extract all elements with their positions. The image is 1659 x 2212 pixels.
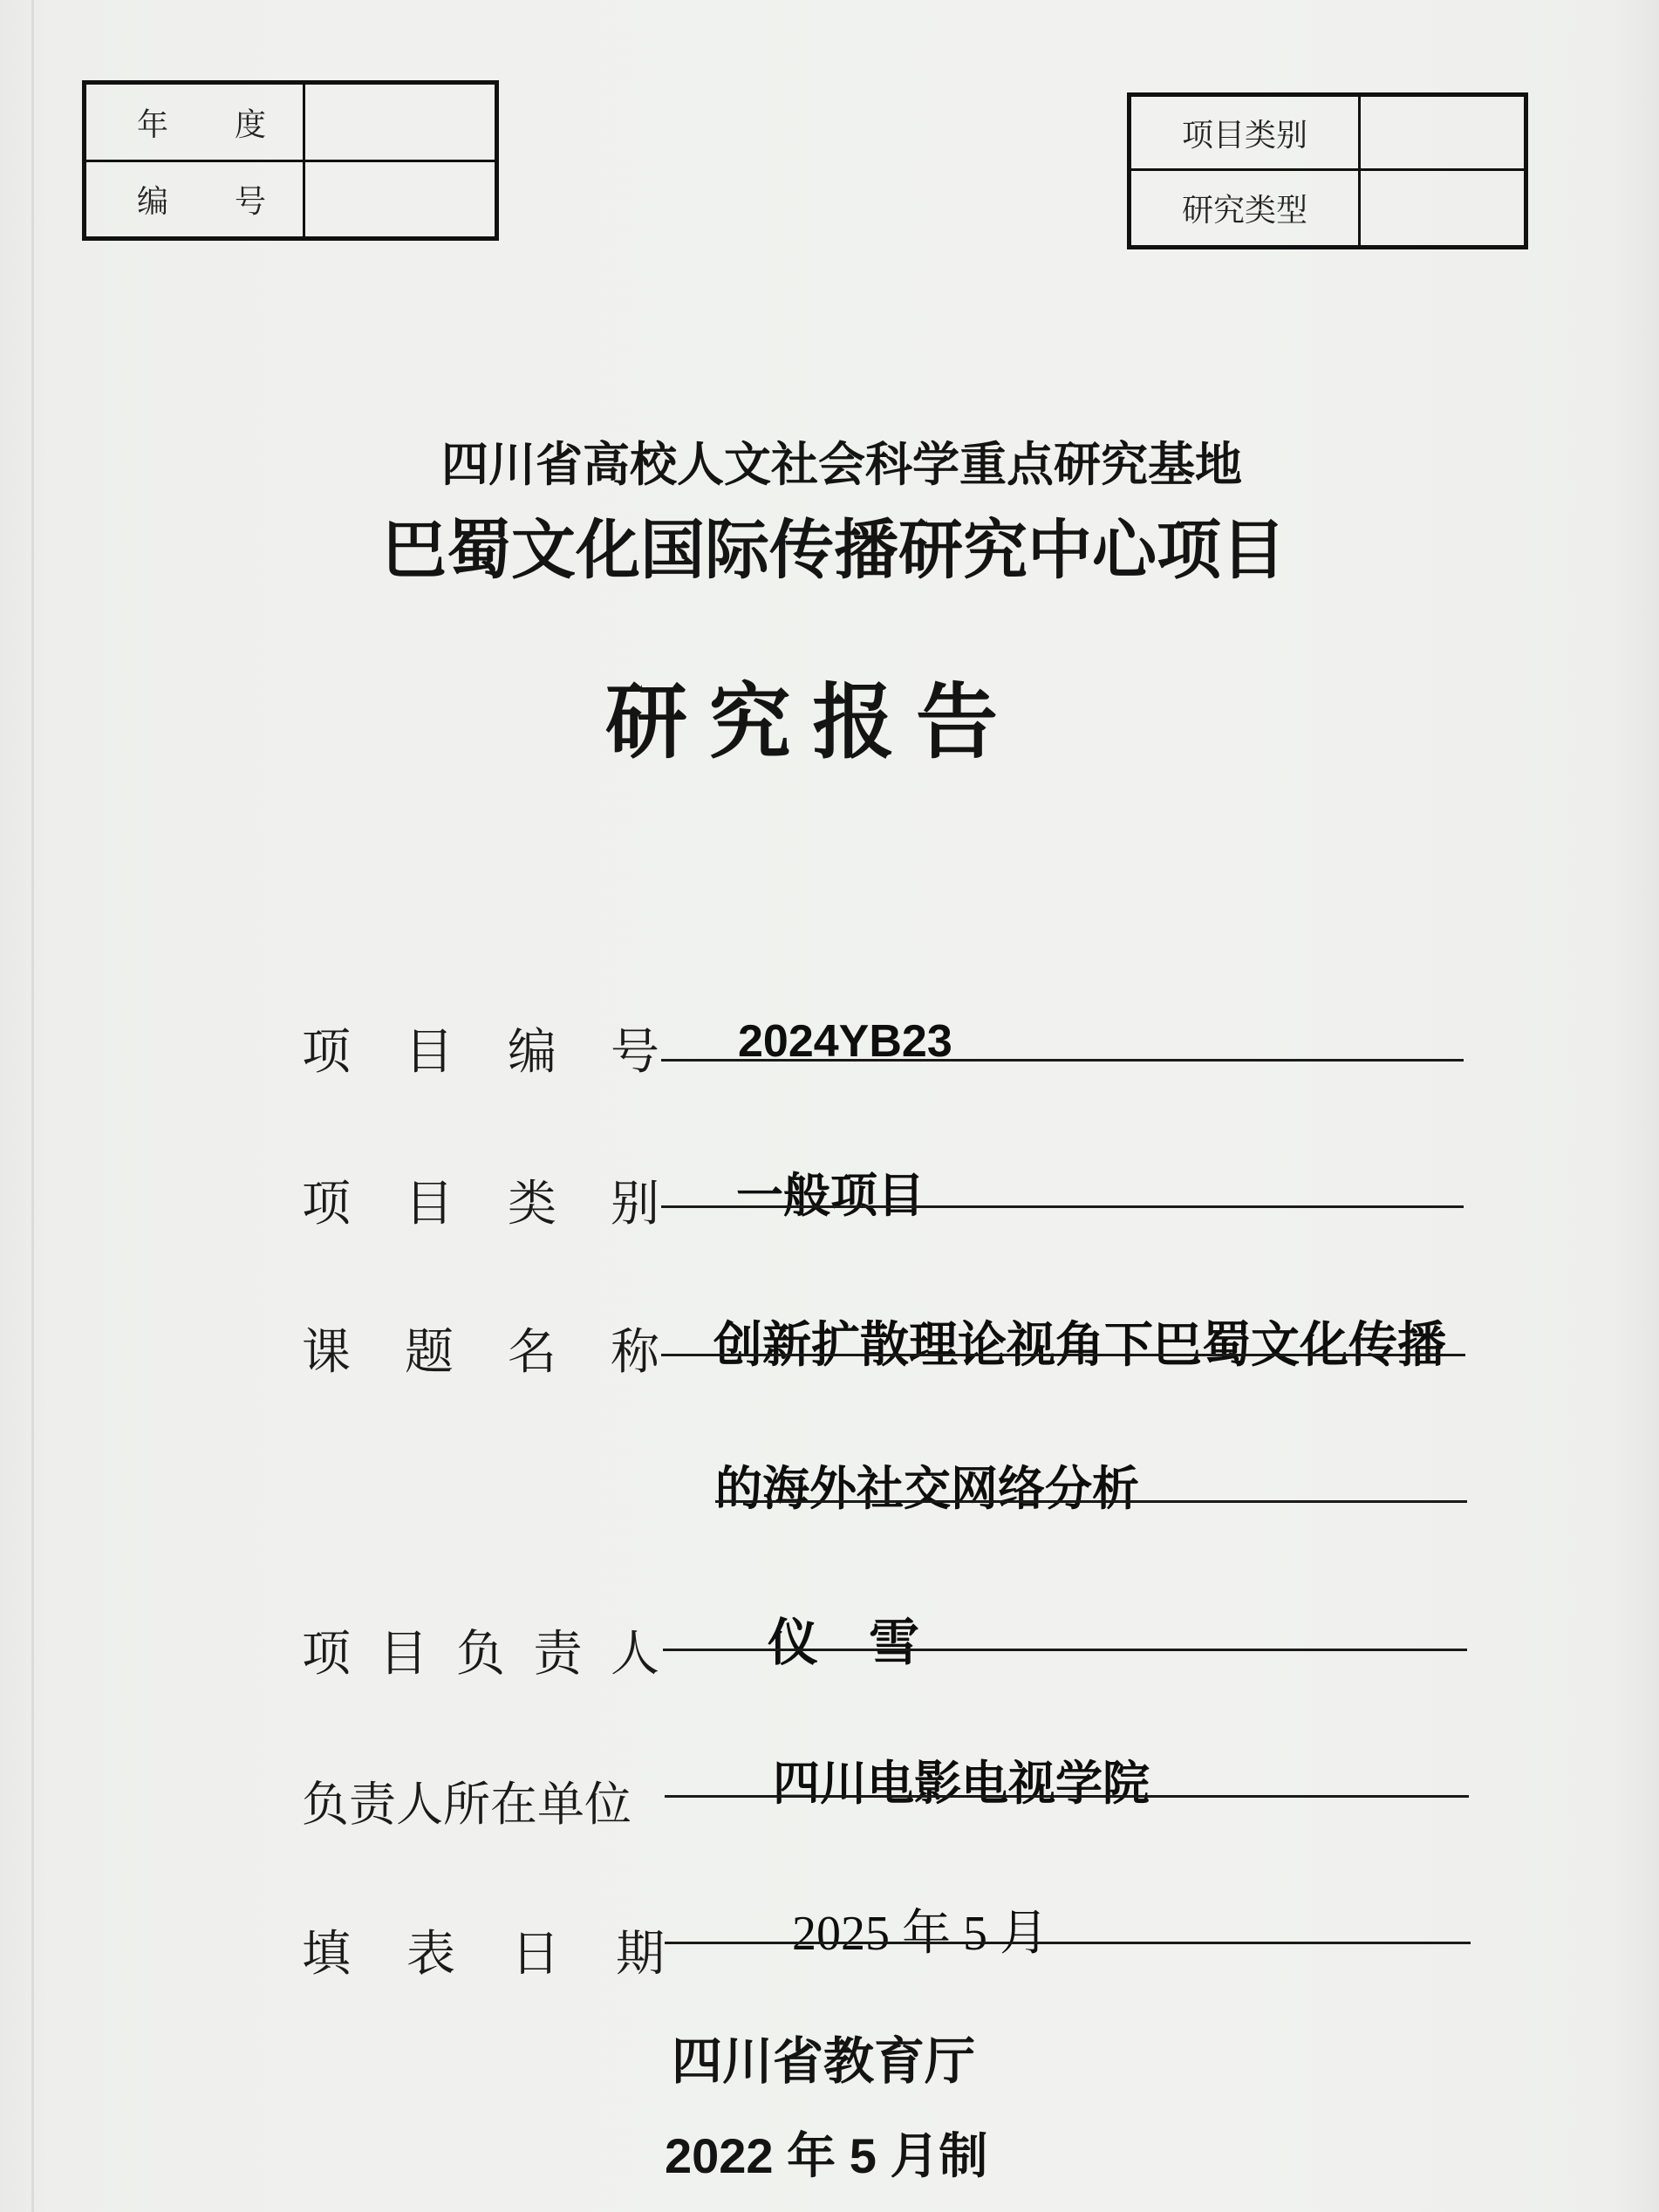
category-value-cell[interactable] — [1360, 95, 1526, 170]
principal-label-char-4: 责 — [533, 1626, 583, 1683]
project-number-label-char-3: 编 — [508, 1024, 556, 1081]
topic-label-char-1: 课 — [302, 1324, 351, 1381]
topic-value-line-1[interactable]: 创新扩散理论视角下巴蜀文化传播 — [713, 1316, 1446, 1374]
number-label-char-2: 号 — [234, 184, 266, 220]
project-category-label — [302, 1165, 659, 1235]
project-number-label-char-4: 号 — [611, 1024, 659, 1081]
project-category-label-char-4: 别 — [611, 1176, 659, 1232]
document-title-char-3: 报 — [812, 674, 895, 770]
project-category-label-char-3: 类 — [508, 1176, 556, 1232]
document-title-char-4: 告 — [915, 674, 998, 770]
research-type-label-cell — [1130, 170, 1360, 248]
date-label — [302, 1915, 665, 1985]
project-category-label-char-1: 项 — [302, 1176, 351, 1232]
unit-value[interactable]: 四川电影电视学院 — [773, 1755, 1150, 1811]
date-label-char-2: 表 — [406, 1926, 455, 1983]
document-title — [605, 656, 998, 774]
year-label-cell — [85, 83, 304, 161]
category-label-cell — [1130, 95, 1360, 170]
project-number-label — [302, 1014, 659, 1083]
project-category-label-char-2: 目 — [405, 1176, 454, 1232]
principal-label-char-5: 人 — [611, 1626, 659, 1683]
project-category-underline — [661, 1205, 1464, 1208]
year-label-char-1: 年 — [137, 106, 169, 143]
topic-label-char-4: 称 — [611, 1324, 659, 1381]
number-label-char-1: 编 — [137, 184, 169, 220]
number-label-cell — [85, 161, 304, 239]
institution-heading: 四川省高校人文社会科学重点研究基地 — [441, 437, 1242, 492]
document-title-char-2: 究 — [708, 674, 791, 770]
unit-underline — [665, 1795, 1469, 1798]
research-type-value-cell[interactable] — [1360, 170, 1526, 248]
principal-value[interactable]: 仪 雪 — [768, 1613, 920, 1672]
date-underline — [665, 1942, 1471, 1944]
project-number-label-char-2: 目 — [405, 1024, 454, 1081]
topic-label-char-2: 题 — [405, 1324, 454, 1381]
number-value-cell[interactable] — [304, 161, 497, 239]
topic-underline-2 — [715, 1500, 1467, 1503]
center-heading: 巴蜀文化国际传播研究中心项目 — [382, 513, 1286, 588]
category-label: 项目类别 — [1181, 117, 1307, 154]
project-number-underline — [661, 1059, 1464, 1062]
issuer-text: 四川省教育厅 — [672, 2031, 976, 2091]
research-type-label: 研究类型 — [1181, 193, 1307, 229]
principal-underline — [663, 1649, 1467, 1651]
topic-underline-1 — [661, 1354, 1465, 1356]
page-edge — [31, 0, 34, 2212]
principal-label-char-2: 目 — [379, 1626, 428, 1683]
topic-label — [302, 1314, 659, 1383]
unit-label: 负责人所在单位 — [302, 1777, 632, 1832]
project-category-value[interactable]: 一般项目 — [736, 1167, 925, 1223]
principal-label-char-3: 负 — [456, 1626, 505, 1683]
principal-label — [302, 1615, 659, 1685]
topic-label-char-3: 名 — [508, 1324, 556, 1381]
made-date-text: 2022 年 5 月制 — [665, 2128, 988, 2183]
year-number-table — [82, 80, 499, 241]
date-label-char-1: 填 — [302, 1926, 351, 1983]
document-title-char-1: 研 — [605, 674, 688, 770]
project-number-label-char-1: 项 — [302, 1024, 351, 1081]
project-number-value[interactable]: 2024YB23 — [738, 1016, 952, 1067]
date-value[interactable]: 2025 年 5 月 — [792, 1907, 1048, 1961]
date-label-char-4: 期 — [616, 1926, 665, 1983]
topic-value-line-2[interactable]: 的海外社交网络分析 — [715, 1460, 1139, 1516]
category-type-table — [1127, 92, 1528, 249]
date-label-char-3: 日 — [511, 1926, 560, 1983]
year-value-cell[interactable] — [304, 83, 497, 161]
year-label-char-2: 度 — [234, 106, 266, 143]
principal-label-char-1: 项 — [302, 1626, 351, 1683]
